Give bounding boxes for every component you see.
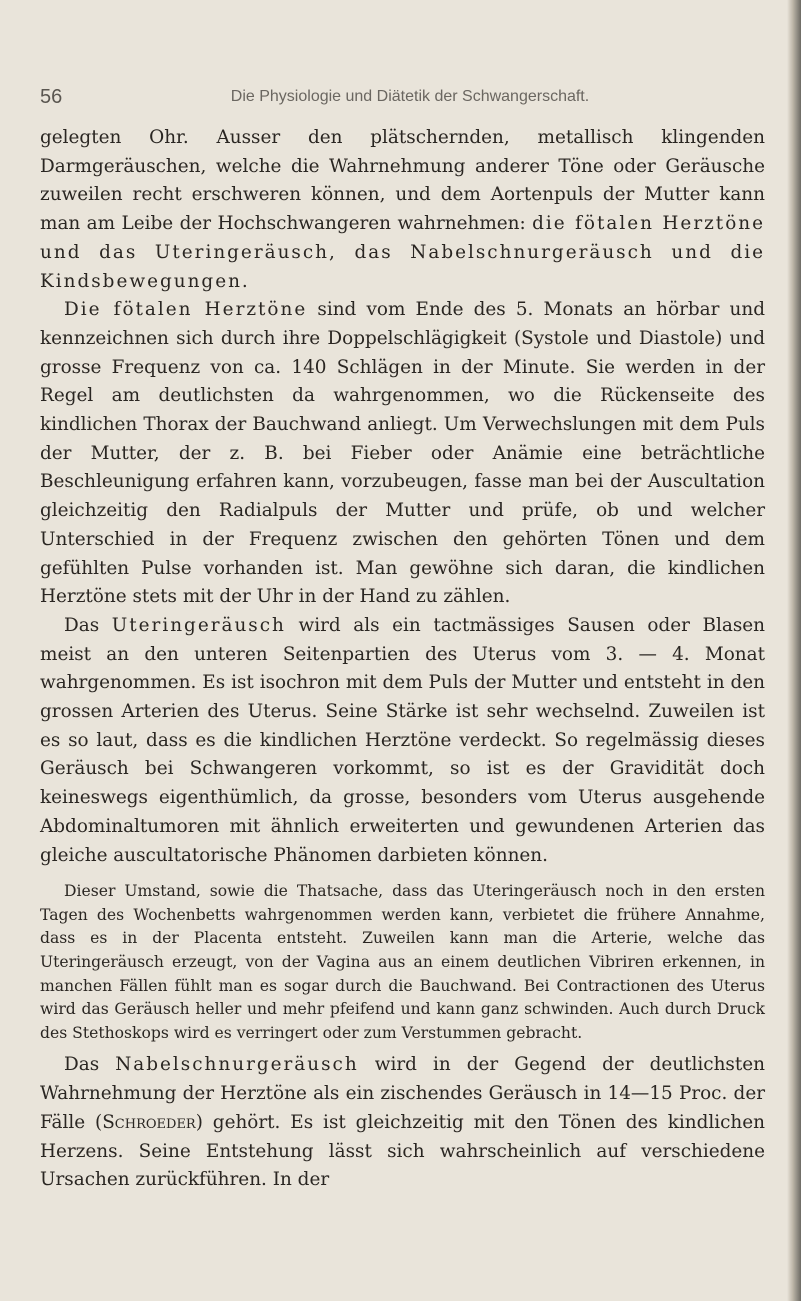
paragraph-funic-souffle (40, 1051, 765, 1195)
paragraph-heart-tones (40, 296, 765, 612)
paragraph-uterine-souffle (40, 612, 765, 870)
paragraph-text: Das (64, 1054, 116, 1076)
paragraph-text: Das (64, 614, 112, 636)
page-number: 56 (40, 86, 63, 108)
spaced-emphasis: die fötalen Herztöne und das Uteringeräusch, das Nabelschnurgeräusch und die Kindsbewegungen (40, 213, 765, 292)
spaced-emphasis: Nabelschnurgeräusch (115, 1054, 359, 1076)
paragraph-text: wird als ein tactmässiges Sausen oder Blasen meist an den unteren Seitenpartien des Uterus vom 3. — 4. Monat wahrgenommen. Es ist isochron mit dem Puls der Mutter und entsteht in den grossen Arterien des Uterus. Seine Stärke ist sehr wechselnd. Zuweilen ist es so laut, dass es die kindlichen Herztöne verdeckt. So regelmässig dieses Geräusch bei Schwangeren vorkommt, so ist es der Gravidität doch keineswegs eigenthümlich, da grosse, besonders vom Uterus ausgehende Abdominaltumoren mit ähnlich erweiterten und gewundenen Arterien das gleiche auscultatorische Phänomen darbieten können. (40, 614, 766, 866)
author-name: Schroeder (102, 1111, 196, 1133)
paragraph-continuation (40, 124, 765, 296)
paragraph-text: sind vom Ende des 5. Monats an hörbar und kennzeichnen sich durch ihre Doppelschlägigkeit (Systole und Diastole) und grosse Frequenz von ca. 140 Schlägen in der Minute. Sie werden in der Regel am deutlichsten da wahrgenommen, wo die Rückenseite des kindlichen Thorax der Bauchwand anliegt. Um Verwechslungen mit dem Puls der Mutter, der z. B. bei Fieber oder Anämie eine beträchtliche Beschleunigung erfahren kann, vorzubeugen, fasse man bei der Auscultation gleichzeitig den Radialpuls der Mutter und prüfe, ob und welcher Unterschied in der Frequenz zwischen den gehörten Tönen und dem gefühlten Pulse vorhanden ist. Man gewöhne sich daran, die kindlichen Herztöne stets mit der Uhr in der Hand zu zählen. (40, 299, 766, 608)
spaced-emphasis: Die fötalen Herztöne (64, 299, 308, 321)
running-title: Die Physiologie und Diätetik der Schwangerschaft. (230, 88, 590, 105)
paragraph-text: gelegten Ohr. Ausser den plätschernden, metallisch klingenden Darmgeräuschen, welche die Wahrnehmung anderer Töne oder Geräusche zuweilen recht erschweren können, und dem Aortenpuls der Mutter kann man am Leibe der Hochschwangeren wahrnehmen: (40, 127, 765, 235)
page-header (40, 86, 780, 114)
paragraph-text: ) gehört. Es ist gleichzeitig mit den Tönen des kindlichen Herzens. Seine Entstehung lässt sich wahrscheinlich auf verschiedene Ursachen zurückführen. In der (40, 1111, 765, 1191)
body-text (40, 124, 765, 1195)
paragraph-text: wird in der Gegend der deutlichsten Wahrnehmung der Herztöne als ein zischendes Geräusch in 14—15 Proc. der Fälle ( (40, 1054, 765, 1133)
paragraph-text: . (241, 270, 248, 292)
spaced-emphasis: Uteringeräusch (111, 614, 286, 636)
paragraph-small-print: Dieser Umstand, sowie die Thatsache, dass das Uteringeräusch noch in den ersten Tagen des Wochenbetts wahrgenommen werden kann, verbietet die frühere Annahme, dass es in der Placenta entsteht. Zuweilen kann man die Arterie, welche das Uteringeräusch erzeugt, von der Vagina aus an einem deutlichen Vibriren erkennen, in manchen Fällen fühlt man es sogar durch die Bauchwand. Bei Contractionen des Uterus wird das Geräusch heller und mehr pfeifend und kann ganz schwinden. Auch durch Druck des Stethoskops wird es verringert oder zum Verstummen gebracht. (40, 882, 765, 1042)
page-edge-shadow (787, 0, 801, 1301)
